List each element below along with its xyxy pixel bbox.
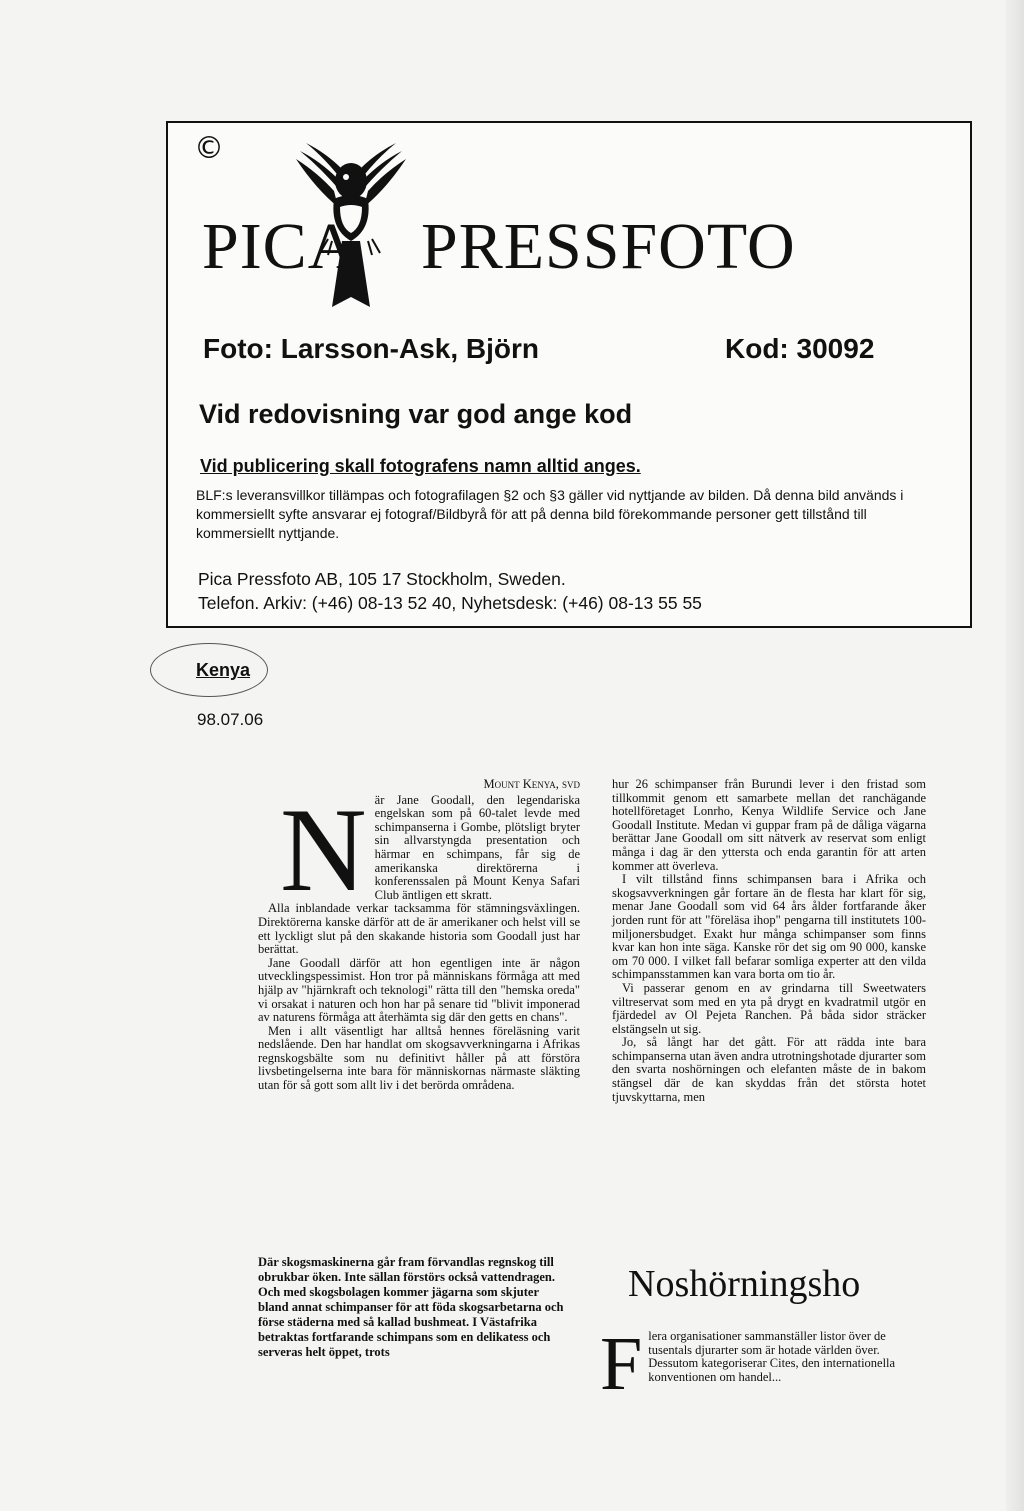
article-column-2 — [612, 778, 926, 1104]
article-paragraph: Vi passerar genom en av grindarna till Sweetwaters viltreservat som med en yta på drygt en kvadratmil utgör en fjärdedel av Ol Pejeta Ranchen. På båda sidor sträcker elstängseln ut sig. — [612, 980, 926, 1036]
publication-notice: Vid publicering skall fotografens namn alltid anges. — [200, 456, 641, 476]
photographer-credit: Foto: Larsson-Ask, Björn — [203, 333, 540, 364]
article-paragraph: Men i allt väsentligt har alltså hennes föreläsning varit nedslående. Den har handlat om skogsavverkningarna i Afrikas regnskogsbälte som nu definitivt håller på att förstöra livsbetingelserna inte bara för människornas närmaste släkting utan för så gott som allt liv i det berörda områdena. — [258, 1023, 580, 1093]
article-paragraph: hur 26 schimpanser från Burundi lever i den fristad som tillkommit genom ett samarbete mellan det ranchägande hotellföretaget Lonrho, Kenya Wildlife Service och Jane Goodall Institute. Medan vi guppar fram på de dåliga vägarna berättar Jane Goodall om sitt nätverk av reservat som enligt många i dag är den yttersta och enda garantin för att arten kommer att överleva. — [612, 777, 926, 873]
byline: Mount Kenya, svd — [483, 777, 580, 791]
photo-credit-stamp — [166, 121, 972, 628]
terms-text: BLF:s leveransvillkor tillämpas och fotografilagen §2 och §3 gäller vid nyttjande av bilden. Då denna bild används i kommersiellt syfte ansvarar ej fotograf/Bildbyrå för att på denna bild förekommande personer gett tillstånd till kommersiellt nyttjande. — [196, 487, 904, 541]
article-paragraph: Jo, så långt har det gått. För att rädda inte bara schimpanserna utan även andra utrotningshotade djurarter som den svarta noshörningen och elefanten måste de in bakom stängsel där de kan skyddas från det största hotet tjuvskyttarna, men — [612, 1035, 926, 1104]
drop-cap: N — [280, 782, 367, 916]
logo-text-left: PICA — [202, 210, 357, 283]
article-paragraph: Jane Goodall därför att hon egentligen inte är någon utvecklingspessimist. Hon tror på människans förmåga att med hjälp av "hjärnkraft och teknologi" rätta till den "hemska oreda" vi orsakat i naturen och hon har på senare tid "blivit imponerad av naturens förmåga att återhämta sig där den getts en chans". — [258, 955, 580, 1025]
section-subheading: Noshörningsho — [628, 1263, 861, 1305]
address-line: Pica Pressfoto AB, 105 17 Stockholm, Sweden. — [198, 569, 566, 589]
photo-code: Kod: 30092 — [725, 333, 875, 364]
code-instruction: Vid redovisning var god ange kod — [199, 399, 633, 429]
article-paragraph: lera organisationer sammanställer listor över de tusentals djurarter som är hotade världen över. Dessutom kategoriserar Cites, den internationella konventionen om handel... — [648, 1330, 896, 1384]
logo-text-right: PRESSFOTO — [421, 210, 796, 283]
drop-cap-2: F — [600, 1330, 643, 1406]
location-label: Kenya — [196, 660, 251, 680]
scan-edge — [1006, 0, 1024, 1511]
article-paragraph: I vilt tillstånd finns schimpansen bara i Afrika och skogsavverkningen går fortare än de flesta har klart för sig, menar Jane Goodall som vid 64 års ålder fortfarande åker jorden runt för att "föreläsa ihop" pengarna till institutets 100-miljonersbudget. Exakt hur många schimpanser som finns kvar kan hon inte säga. Kanske rör det sig om 90 000, kanske om 70 000. I vilket fall befarar somliga experter att den vilda schimpansstammen kan vara borta om tio år. — [612, 872, 926, 982]
copyright-icon: © — [194, 131, 224, 166]
article-paragraph: Alla inblandade verkar tacksamma för stämningsväxlingen. Direktörerna kanske därför att de är amerikaner och helst vill se ett lyckligt slut på den skakande historia som Goodall just har berättat. — [258, 901, 580, 957]
article-column-3 — [600, 1330, 920, 1412]
phone-line: Telefon. Arkiv: (+46) 08-13 52 40, Nyhetsdesk: (+46) 08-13 55 55 — [198, 593, 702, 613]
pull-quote: Där skogsmaskinerna går fram förvandlas regnskog till obrukbar öken. Inte sällan förstörs också vattendragen. Och med skogsbolagen kommer jägarna som skjuter bland annat schimpanser för att föda skogsarbetarna och förse städerna med så kallad bushmeat. I Västafrika betraktas fortfarande schimpans som en delikatess och serveras helt öppet, trots — [258, 1255, 564, 1359]
article-column-1 — [258, 778, 580, 1093]
date-label: 98.07.06 — [197, 710, 264, 729]
article-paragraph: är Jane Goodall, den legendariska engelskan som på 60-talet levde med schimpanserna i Gombe, plötsligt bryter sin allvarstyngda presentation och härmar en schimpans, får sig de amerikanska direktörerna i konferenssalen på Mount Kenya Safari Club äntligen ett skratt. — [374, 792, 580, 902]
agency-address — [198, 567, 702, 615]
